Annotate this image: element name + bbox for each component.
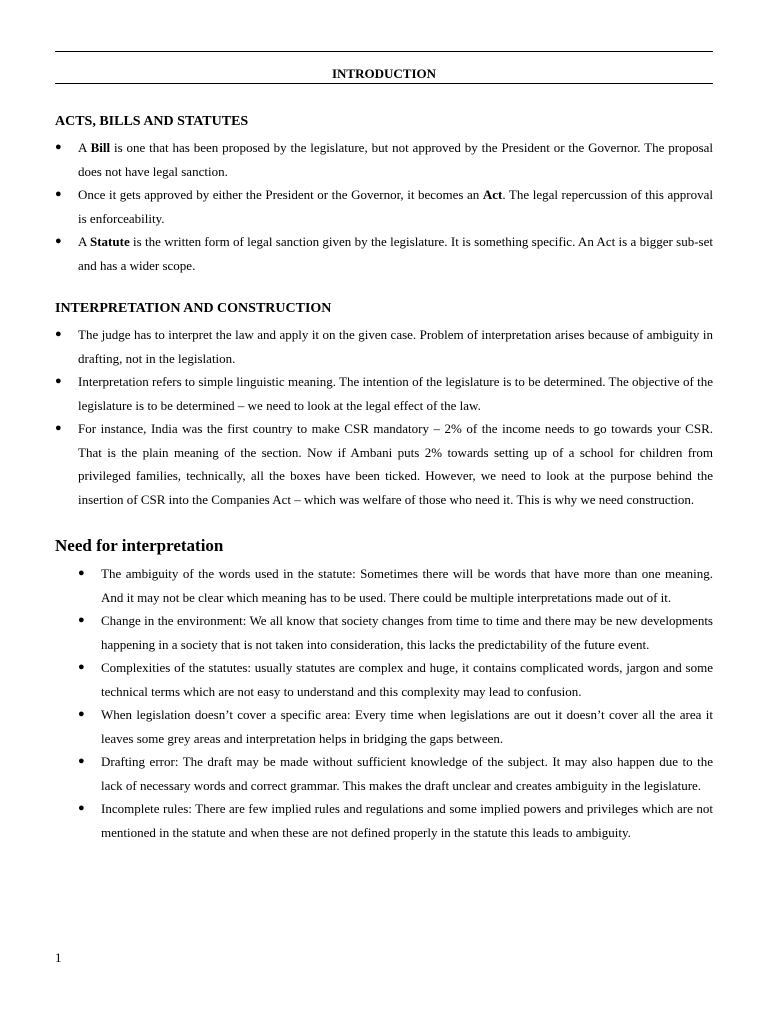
section-acts-bills-statutes xyxy=(55,113,713,277)
list-item xyxy=(55,370,713,417)
list-item xyxy=(78,703,713,750)
bullet-text: For instance, India was the first country to make CSR mandatory – 2% of the income needs to go towards your CSR. That is the plain meaning of the section. Now if Ambani puts 2% towards setting up of a school for children from privileged families, technically, all the boxes have been ticked. However, we need to look at the purpose behind the insertion of CSR into the Companies Act – which was welfare of those who need it. This is why we need construction. xyxy=(78,421,713,507)
list-item xyxy=(78,656,713,703)
list-item xyxy=(55,417,713,511)
bullet-list xyxy=(78,562,713,844)
bullet-icon: ● xyxy=(78,755,85,767)
list-item xyxy=(55,230,713,277)
bullet-icon: ● xyxy=(78,614,85,626)
bullet-text: When legislation doesn’t cover a specific area: Every time when legislations are out it doesn’t cover all the area it leaves some grey areas and interpretation helps in bridging the gaps between. xyxy=(101,707,713,746)
bullet-list xyxy=(55,323,713,511)
bullet-term: Act xyxy=(482,187,503,202)
bullet-text-post: is the written form of legal sanction given by the legislature. It is something specific. An Act is a bigger sub-set and has a wider scope. xyxy=(78,234,713,273)
bullet-text: Drafting error: The draft may be made without sufficient knowledge of the subject. It may also happen due to the lack of necessary words and correct grammar. This makes the draft unclear and creates ambiguity in the legislature. xyxy=(101,754,713,793)
bullet-text: The ambiguity of the words used in the statute: Sometimes there will be words that have more than one meaning. And it may not be clear which meaning has to be used. There could be multiple interpretations made out of it. xyxy=(101,566,713,605)
bullet-text-post: . The legal repercussion of this approval is enforceability. xyxy=(78,187,713,226)
bullet-text: Interpretation refers to simple linguistic meaning. The intention of the legislature is to be determined. The objective of the legislature is to be determined – we need to look at the legal effect of the law. xyxy=(78,374,713,413)
bullet-icon: ● xyxy=(55,141,62,153)
bullet-icon: ● xyxy=(55,375,62,387)
bullet-icon: ● xyxy=(78,661,85,673)
bullet-icon: ● xyxy=(55,235,62,247)
bullet-icon: ● xyxy=(78,802,85,814)
bullet-text: Incomplete rules: There are few implied rules and regulations and some implied powers and privileges which are not mentioned in the statute and when these are not defined properly in the statute this leads to ambiguity. xyxy=(101,801,713,840)
page-number: 1 xyxy=(55,950,62,965)
bullet-text-pre: Once it gets approved by either the President or the Governor, it becomes an xyxy=(78,187,483,202)
list-item xyxy=(78,562,713,609)
bullet-icon: ● xyxy=(55,188,62,200)
bullet-icon: ● xyxy=(78,567,85,579)
title-underline xyxy=(55,83,713,84)
bullet-text-pre: A xyxy=(78,140,91,155)
bullet-text: The judge has to interpret the law and apply it on the given case. Problem of interpretation arises because of ambiguity in drafting, not in the legislation. xyxy=(78,327,713,366)
bullet-text-pre: A xyxy=(78,234,90,249)
bullet-icon: ● xyxy=(78,708,85,720)
list-item xyxy=(78,750,713,797)
top-rule xyxy=(55,51,713,52)
list-item xyxy=(78,609,713,656)
list-item xyxy=(78,797,713,844)
list-item xyxy=(55,323,713,370)
bullet-text: Change in the environment: We all know that society changes from time to time and there may be new developments happening in a society that is not taken into consideration, this lacks the predictability of the future event. xyxy=(101,613,713,652)
bullet-icon: ● xyxy=(55,422,62,434)
section-need-for-interpretation xyxy=(78,562,713,844)
bullet-text: Complexities of the statutes: usually statutes are complex and huge, it contains complicated words, jargon and some technical terms which are not easy to understand and this complexity may lead to confusion. xyxy=(101,660,713,699)
list-item xyxy=(55,136,713,183)
bullet-term: Bill xyxy=(90,140,111,155)
section-heading: ACTS, BILLS AND STATUTES xyxy=(55,114,249,129)
bullet-term: Statute xyxy=(90,234,130,249)
bullet-icon: ● xyxy=(55,328,62,340)
bullet-text-post: is one that has been proposed by the legislature, but not approved by the President or the Governor. The proposal does not have legal sanction. xyxy=(78,140,714,179)
need-for-interpretation-heading: Need for interpretation xyxy=(55,536,224,555)
section-heading: INTERPRETATION AND CONSTRUCTION xyxy=(55,301,332,316)
list-item xyxy=(55,183,713,230)
bullet-list xyxy=(55,136,713,277)
document-title: INTRODUCTION xyxy=(331,66,436,81)
section-interpretation-construction xyxy=(55,300,713,511)
